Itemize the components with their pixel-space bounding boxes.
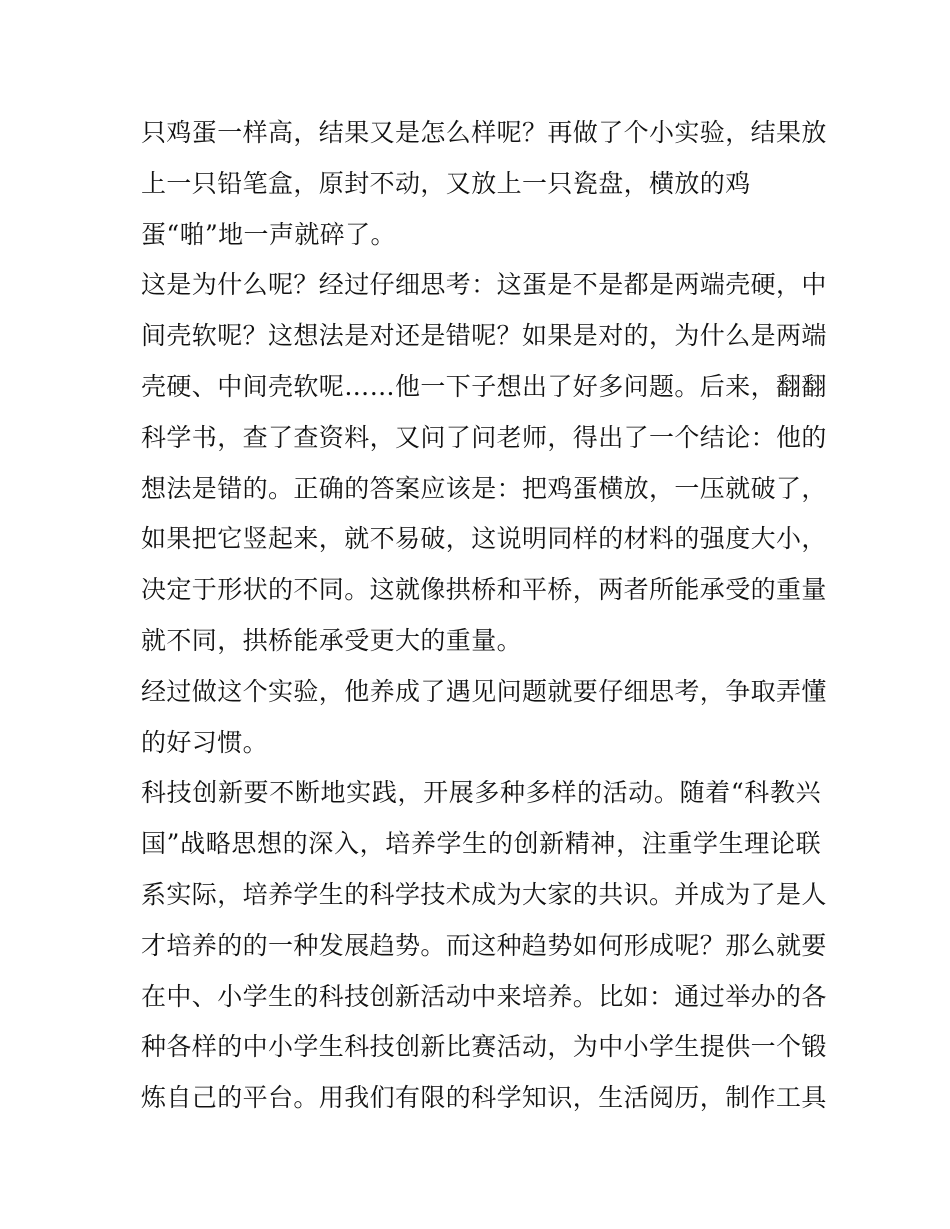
text-line: 科学书，查了查资料，又问了问老师，得出了一个结论：他的: [141, 422, 827, 452]
text-line: 经过做这个实验，他养成了遇见问题就要仔细思考，争取弄懂: [141, 676, 827, 706]
text-line: 国”战略思想的深入，培养学生的创新精神，注重学生理论联: [141, 829, 821, 859]
text-line: 在中、小学生的科技创新活动中来培养。比如：通过举办的各: [141, 981, 827, 1011]
text-line: 种各样的中小学生科技创新比赛活动，为中小学生提供一个锻: [141, 1032, 827, 1062]
body-text: [141, 108, 827, 1124]
text-line: 就不同，拱桥能承受更大的重量。: [141, 625, 523, 655]
text-line: 的好习惯。: [141, 727, 269, 757]
text-line: 科技创新要不断地实践，开展多种多样的活动。随着“科教兴: [141, 778, 821, 808]
text-line: 炼自己的平台。用我们有限的科学知识，生活阅历，制作工具: [141, 1083, 827, 1113]
text-line: 系实际，培养学生的科学技术成为大家的共识。并成为了是人: [141, 879, 827, 909]
text-line: 想法是错的。正确的答案应该是：把鸡蛋横放，一压就破了，: [141, 473, 827, 503]
text-line: 决定于形状的不同。这就像拱桥和平桥，两者所能承受的重量: [141, 575, 827, 605]
text-line: 这是为什么呢？经过仔细思考：这蛋是不是都是两端壳硬，中: [141, 270, 827, 300]
text-line: 上一只铅笔盒，原封不动，又放上一只瓷盘，横放的鸡: [141, 168, 751, 198]
text-line: 间壳软呢？这想法是对还是错呢？如果是对的，为什么是两端: [141, 321, 827, 351]
text-line: 才培养的的一种发展趋势。而这种趋势如何形成呢？那么就要: [141, 930, 827, 960]
text-line: 壳硬、中间壳软呢……他一下子想出了好多问题。后来，翻翻: [141, 371, 827, 401]
text-line: 如果把它竖起来，就不易破，这说明同样的材料的强度大小，: [141, 524, 827, 554]
text-line: 只鸡蛋一样高，结果又是怎么样呢？再做了个小实验，结果放: [141, 118, 827, 147]
text-line: 蛋“啪”地一声就碎了。: [141, 219, 396, 249]
